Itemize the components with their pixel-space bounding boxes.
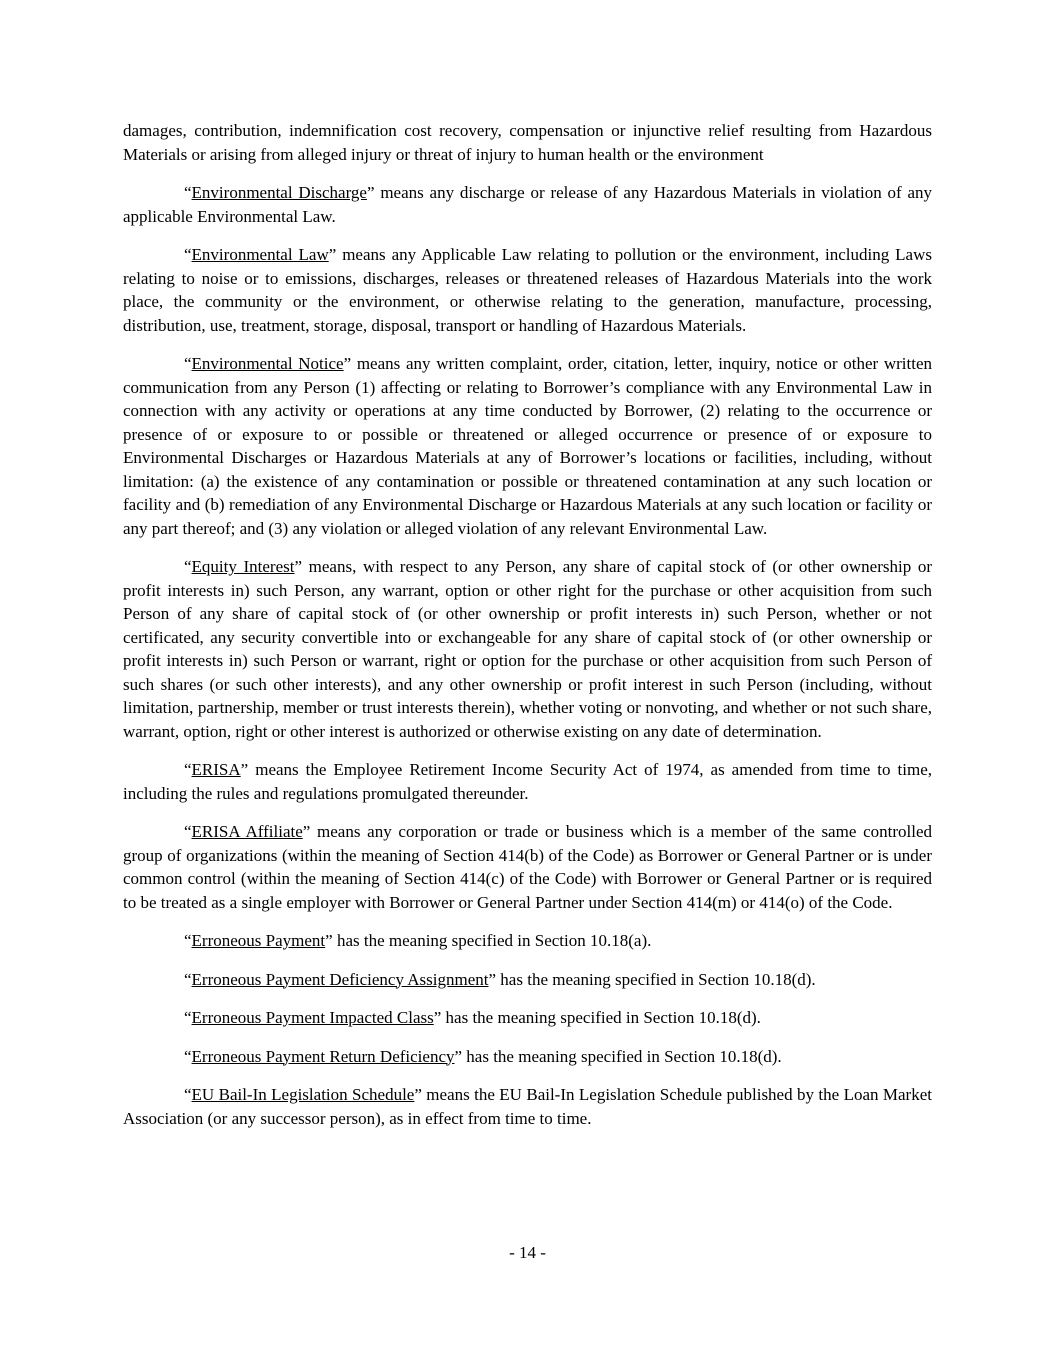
paragraph-text: ” means the EU Bail-In Legislation Schedule published by the Loan Market Association (or any successor person), as in effect from time to time. xyxy=(123,1085,932,1128)
defined-term: Erroneous Payment Deficiency Assignment xyxy=(191,969,489,989)
defined-term: ERISA xyxy=(191,760,241,779)
defined-term: ERISA Affiliate xyxy=(191,822,303,841)
defined-term: Environmental Law xyxy=(191,245,329,264)
defined-term: Erroneous Payment Impacted Class xyxy=(191,1008,434,1027)
paragraph-text: “ xyxy=(184,822,192,841)
paragraph xyxy=(123,555,932,743)
paragraph-text: “ xyxy=(184,557,192,576)
document-body xyxy=(123,119,932,1145)
paragraph xyxy=(123,929,932,953)
defined-term: Environmental Discharge xyxy=(191,183,367,202)
paragraph-text: “ xyxy=(184,760,192,779)
defined-term: Erroneous Payment xyxy=(191,931,326,950)
paragraph-text: ” means any corporation or trade or business which is a member of the same controlled group of organizations (within the meaning of Section 414(b) of the Code) as Borrower or General Partner or is under common control (within the meaning of Section 414(c) of the Code) with Borrower or General Partner or is required to be treated as a single employer with Borrower or General Partner under Section 414(m) or 414(o) of the Code. xyxy=(123,822,932,912)
defined-term: EU Bail-In Legislation Schedule xyxy=(191,1085,415,1104)
paragraph-text: “ xyxy=(184,354,192,373)
paragraph-text: ” has the meaning specified in Section 10.18(d). xyxy=(488,969,816,989)
defined-term: Equity Interest xyxy=(191,557,295,576)
paragraph-text: ” means any discharge or release of any Hazardous Materials in violation of any applicable Environmental Law. xyxy=(123,183,932,226)
defined-term: Environmental Notice xyxy=(191,354,344,373)
paragraph xyxy=(123,352,932,540)
paragraph-text: “ xyxy=(184,1085,192,1104)
paragraph xyxy=(123,181,932,228)
paragraph-text: damages, contribution, indemnification cost recovery, compensation or injunctive relief resulting from Hazardous Materials or arising from alleged injury or threat of injury to human health or the environment xyxy=(123,121,932,164)
paragraph-text: “ xyxy=(184,1008,192,1027)
paragraph xyxy=(123,820,932,914)
paragraph xyxy=(123,119,932,166)
paragraph xyxy=(123,1083,932,1130)
paragraph-text: ” has the meaning specified in Section 10.18(d). xyxy=(454,1046,782,1066)
paragraph xyxy=(123,758,932,805)
paragraph xyxy=(123,1045,932,1069)
paragraph-text: ” means any Applicable Law relating to pollution or the environment, including Laws relating to noise or to emissions, discharges, releases or threatened releases of Hazardous Materials into the work place, the community or the environment, or otherwise relating to the generation, manufacture, processing, distribution, use, treatment, storage, disposal, transport or handling of Hazardous Materials. xyxy=(123,245,932,335)
paragraph-text: “ xyxy=(184,931,192,950)
paragraph-text: ” has the meaning specified in Section 10.18(d). xyxy=(433,1008,761,1027)
paragraph-text: ” has the meaning specified in Section 10.18(a). xyxy=(325,931,652,950)
paragraph-text: “ xyxy=(184,1046,192,1066)
page-number: - 14 - xyxy=(509,1243,546,1262)
paragraph xyxy=(123,243,932,337)
paragraph-text: “ xyxy=(184,245,192,264)
paragraph-text: ” means, with respect to any Person, any share of capital stock of (or other ownership or profit interests in) such Person, any warrant, option or other right for the purchase or other acquisition from such Person of any share of capital stock of (or other ownership or profit interests in) such Person, whether or not certificated, any security convertible into or exchangeable for any share of capital stock of (or other ownership or profit interests in) such Person or warrant, right or option for the purchase or other acquisition from such Person of such shares (or such other interests), and any other ownership or profit interest in such Person (including, without limitation, partnership, member or trust interests therein), whether voting or nonvoting, and whether or not such share, warrant, option, right or other interest is authorized or otherwise existing on any date of determination. xyxy=(123,557,932,741)
paragraph-text: “ xyxy=(184,969,192,989)
paragraph-text: ” means any written complaint, order, citation, letter, inquiry, notice or other written communication from any Person (1) affecting or relating to Borrower’s compliance with any Environmental Law in connection with any activity or operations at any time conducted by Borrower, (2) relating to the occurrence or presence of or exposure to or possible or threatened or alleged occurrence or presence of or exposure to Environmental Discharges or Hazardous Materials at any of Borrower’s locations or facilities, including, without limitation: (a) the existence of any contamination or possible or threatened contamination at any such location or facility and (b) remediation of any Environmental Discharge or Hazardous Materials at any such location or facility or any part thereof; and (3) any violation or alleged violation of any relevant Environmental Law. xyxy=(123,354,933,538)
paragraph-text: ” means the Employee Retirement Income Security Act of 1974, as amended from time to time, including the rules and regulations promulgated thereunder. xyxy=(123,760,932,803)
defined-term: Erroneous Payment Return Deficiency xyxy=(191,1046,455,1066)
paragraph xyxy=(123,1006,932,1030)
paragraph xyxy=(123,968,932,992)
paragraph-text: “ xyxy=(184,183,192,202)
